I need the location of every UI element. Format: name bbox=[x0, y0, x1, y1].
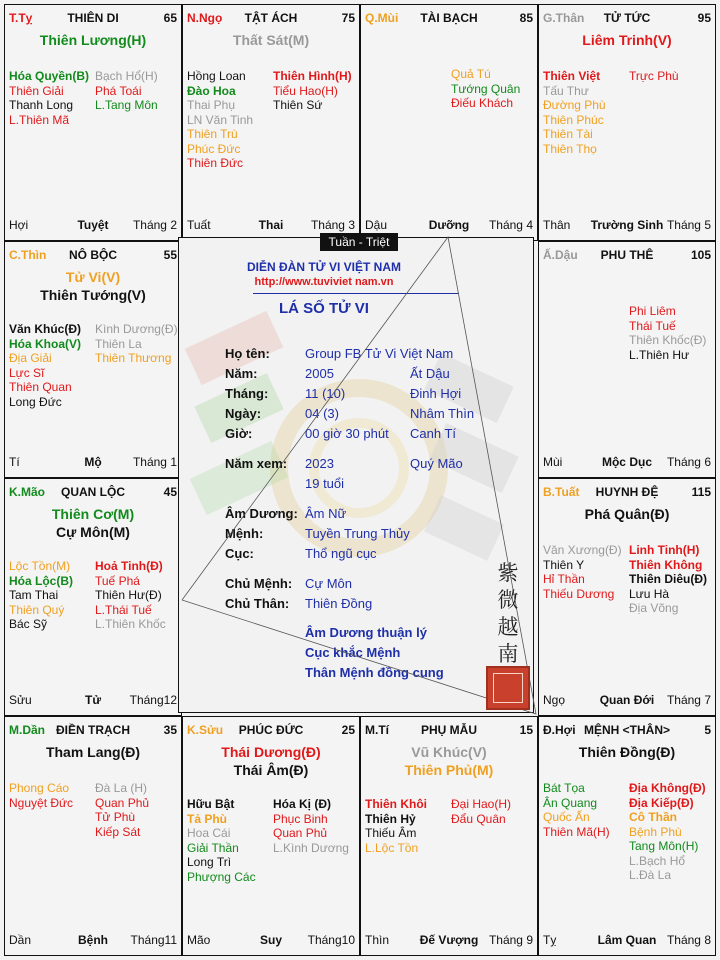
star: Thiên Tài bbox=[543, 127, 593, 141]
right-stars bbox=[629, 543, 707, 616]
palace-name: PHU THÊ bbox=[600, 248, 654, 262]
star: L.Đà La bbox=[629, 868, 672, 882]
star: Linh Tinh(H) bbox=[629, 543, 700, 557]
star: L.Thiên Khốc bbox=[95, 617, 166, 631]
info-k: Mệnh: bbox=[225, 526, 264, 541]
palace-header bbox=[9, 11, 177, 27]
palace-header bbox=[9, 723, 177, 739]
luu-nguyet: Tháng 1 bbox=[132, 455, 177, 469]
info-row bbox=[225, 476, 515, 494]
palace-footer bbox=[9, 455, 177, 471]
star: Thiên Khôi bbox=[365, 797, 427, 811]
palace-footer bbox=[365, 218, 533, 234]
star: Phượng Các bbox=[187, 869, 256, 884]
can-chi: K.Sửu bbox=[187, 723, 224, 737]
star: Quả Tú bbox=[451, 67, 491, 81]
info-k: Ngày: bbox=[225, 406, 262, 421]
star: Thiên Trù bbox=[187, 127, 238, 141]
star: L.Thái Tuế bbox=[95, 602, 152, 617]
brand-logo-text: 紫 微 越 南 bbox=[497, 561, 519, 666]
star: Lưu Hà bbox=[629, 586, 670, 601]
left-stars bbox=[543, 781, 610, 839]
major-stars bbox=[5, 743, 181, 761]
major-star: Thiên Cơ(M) bbox=[51, 506, 135, 522]
star: Lộc Tồn(M) bbox=[9, 559, 71, 573]
star: Thanh Long bbox=[9, 98, 74, 112]
left-stars bbox=[187, 797, 256, 884]
info-k: Tháng: bbox=[225, 386, 269, 401]
left-stars bbox=[365, 797, 427, 855]
info-v1: Tuyền Trung Thủy bbox=[305, 526, 410, 541]
star: Tả Phù bbox=[187, 811, 228, 826]
luu-nguyet: Tháng 8 bbox=[666, 933, 711, 947]
palace-header bbox=[543, 248, 711, 264]
right-stars bbox=[95, 69, 158, 113]
star: Điếu Khách bbox=[451, 96, 514, 110]
star: Địa Võng bbox=[629, 601, 679, 615]
left-stars bbox=[543, 69, 606, 156]
info-v1: Group FB Tử Vi Việt Nam bbox=[305, 346, 454, 361]
star: Văn Xương(Đ) bbox=[543, 543, 622, 557]
star: Thiên Sứ bbox=[273, 98, 323, 112]
info-v1: 2005 bbox=[305, 366, 334, 381]
star: Hóa Lộc(B) bbox=[9, 573, 73, 588]
star: Thiên Mã(H) bbox=[543, 824, 610, 839]
can-chi: B.Tuất bbox=[543, 485, 580, 499]
star: Thiên Phúc bbox=[543, 112, 604, 127]
info-k: Chủ Mệnh: bbox=[225, 576, 293, 591]
tieu-han: Mão bbox=[187, 933, 211, 947]
star: Địa Kiếp(Đ) bbox=[629, 795, 694, 810]
luu-nguyet: Tháng 6 bbox=[666, 455, 711, 469]
major-stars bbox=[539, 743, 715, 761]
major-stars bbox=[183, 31, 359, 49]
left-stars bbox=[9, 781, 73, 810]
major-star: Tử Vi(V) bbox=[65, 269, 121, 285]
info-row bbox=[225, 526, 515, 544]
info-k: Năm: bbox=[225, 366, 258, 381]
info-row bbox=[225, 346, 515, 364]
palace-ti[interactable] bbox=[360, 716, 538, 956]
truong-sinh: Lâm Quan bbox=[597, 933, 657, 947]
major-star: Thái Âm(Đ) bbox=[233, 762, 309, 778]
palace-name: MỆNH <THÂN> bbox=[583, 723, 670, 737]
right-stars bbox=[273, 69, 352, 113]
major-star: Liêm Trinh(V) bbox=[582, 32, 672, 48]
can-chi: Ấ.Dậu bbox=[543, 248, 578, 262]
major-star: Thái Dương(Đ) bbox=[221, 744, 321, 760]
palace-name: TỬ TỨC bbox=[603, 11, 651, 25]
palace-name: THIÊN DI bbox=[67, 11, 119, 25]
star: Thiên Quan bbox=[9, 380, 72, 394]
info-v2: Nhâm Thìn bbox=[410, 406, 475, 421]
major-stars bbox=[5, 268, 181, 304]
palace-ty[interactable] bbox=[4, 4, 182, 241]
star: L.Lộc Tồn bbox=[365, 840, 419, 855]
star: Quan Phủ bbox=[273, 826, 328, 840]
star: Đại Hao(H) bbox=[451, 797, 512, 811]
star: Bạch Hổ(H) bbox=[95, 69, 158, 83]
star: Thiên Y bbox=[543, 557, 585, 572]
info-v1: 04 (3) bbox=[305, 406, 339, 421]
major-stars bbox=[539, 31, 715, 49]
note-cuc: Cục khắc Mệnh bbox=[305, 645, 401, 660]
info-v2: Canh Tí bbox=[410, 426, 457, 441]
luu-nguyet: Tháng 9 bbox=[488, 933, 533, 947]
info-row bbox=[225, 456, 515, 474]
truong-sinh: Thai bbox=[258, 218, 284, 232]
forum-name: DIỄN ĐÀN TỬ VI VIỆT NAM bbox=[247, 260, 401, 274]
center-info-panel bbox=[178, 237, 534, 713]
star: L.Kình Dương bbox=[273, 840, 349, 855]
star: Thai Phụ bbox=[187, 98, 236, 112]
dai-van-age: 45 bbox=[163, 485, 177, 499]
info-k: Năm xem: bbox=[225, 456, 288, 471]
star: Thiên Hình(H) bbox=[273, 69, 352, 83]
tieu-han: Tí bbox=[9, 455, 20, 469]
dai-van-age: 15 bbox=[519, 723, 533, 737]
can-chi: C.Thìn bbox=[9, 248, 47, 262]
palace-header bbox=[365, 723, 533, 739]
truong-sinh: Trường Sinh bbox=[590, 218, 664, 232]
tuan-triet-badge: Tuần - Triệt bbox=[320, 233, 398, 251]
palace-header bbox=[9, 485, 177, 501]
info-v1: Thiên Đồng bbox=[305, 596, 373, 611]
palace-tuat[interactable] bbox=[538, 478, 716, 716]
star: Thiên La bbox=[95, 336, 142, 351]
palace-name: PHỤ MẪU bbox=[421, 723, 477, 737]
right-stars bbox=[95, 781, 149, 839]
star: Hoa Cái bbox=[187, 826, 231, 840]
palace-name: TÀI BẠCH bbox=[420, 11, 478, 25]
info-v1: 2023 bbox=[305, 456, 334, 471]
right-stars bbox=[95, 322, 178, 366]
palace-footer bbox=[543, 218, 711, 234]
luu-nguyet: Tháng 2 bbox=[132, 218, 177, 232]
truong-sinh: Quan Đới bbox=[599, 693, 655, 707]
palace-header bbox=[187, 11, 355, 27]
major-star: Thất Sát(M) bbox=[232, 32, 310, 48]
star: Đà La (H) bbox=[95, 781, 148, 795]
star: L.Tang Môn bbox=[95, 98, 158, 112]
info-v2: Ất Dậu bbox=[410, 366, 450, 381]
star: Hóa Kị (Đ) bbox=[273, 797, 331, 811]
star: Phi Liêm bbox=[629, 304, 676, 318]
star: Văn Khúc(Đ) bbox=[9, 322, 81, 336]
star: L.Bạch Hổ bbox=[629, 853, 686, 868]
info-row bbox=[225, 426, 515, 444]
star: Tướng Quân bbox=[451, 81, 521, 96]
info-v1: Âm Nữ bbox=[305, 506, 347, 521]
star: Hóa Khoa(V) bbox=[9, 336, 81, 351]
info-k: Âm Dương: bbox=[225, 506, 298, 521]
palace-header bbox=[365, 11, 533, 27]
dai-van-age: 115 bbox=[691, 485, 711, 499]
star: Thiếu Dương bbox=[543, 586, 615, 601]
major-stars bbox=[183, 743, 359, 779]
palace-name: QUAN LỘC bbox=[61, 485, 125, 499]
major-star: Vũ Khúc(V) bbox=[411, 744, 487, 760]
star: Quan Phủ bbox=[95, 795, 150, 810]
palace-header bbox=[543, 485, 711, 501]
truong-sinh: Tuyệt bbox=[77, 218, 109, 232]
can-chi: Q.Mùi bbox=[365, 11, 399, 25]
tieu-han: Dần bbox=[9, 933, 32, 947]
luu-nguyet: Tháng 7 bbox=[666, 693, 711, 707]
star: Long Đức bbox=[9, 394, 62, 409]
info-row bbox=[225, 546, 515, 564]
info-row bbox=[225, 506, 515, 524]
right-stars bbox=[629, 304, 706, 362]
palace-footer bbox=[365, 933, 533, 949]
star: L.Thiên Mã bbox=[9, 112, 70, 127]
truong-sinh: Mộ bbox=[84, 455, 102, 469]
star: Thiên Đức bbox=[187, 156, 244, 170]
star: Tấu Thư bbox=[543, 83, 589, 98]
right-stars bbox=[451, 797, 511, 826]
truong-sinh: Mộc Dục bbox=[601, 455, 652, 469]
star: Cô Thần bbox=[629, 810, 677, 824]
star: Tuế Phá bbox=[95, 573, 140, 588]
star: Nguyệt Đức bbox=[9, 795, 74, 810]
palace-footer bbox=[9, 693, 177, 709]
luu-nguyet: Tháng 3 bbox=[310, 218, 355, 232]
palace-header bbox=[543, 723, 711, 739]
dai-van-age: 85 bbox=[519, 11, 533, 25]
palace-ngo[interactable] bbox=[182, 4, 360, 241]
tieu-han: Thân bbox=[543, 218, 571, 232]
palace-header bbox=[187, 723, 355, 739]
luu-nguyet: Tháng11 bbox=[130, 933, 177, 947]
tieu-han: Mùi bbox=[543, 455, 563, 469]
palace-footer bbox=[187, 218, 355, 234]
tieu-han: Tuất bbox=[187, 218, 211, 232]
info-row bbox=[225, 366, 515, 384]
luu-nguyet: Tháng 5 bbox=[666, 218, 711, 232]
major-star: Thiên Lương(H) bbox=[39, 32, 147, 48]
star: Bệnh Phù bbox=[629, 824, 682, 839]
star: Hữu Bật bbox=[187, 797, 235, 811]
star: Thiên Hỷ bbox=[365, 811, 416, 826]
tieu-han: Dậu bbox=[365, 218, 388, 232]
can-chi: M.Tí bbox=[365, 723, 389, 737]
palace-name: TẬT ÁCH bbox=[244, 11, 298, 25]
red-seal-stamp bbox=[486, 666, 530, 710]
star: Bác Sỹ bbox=[9, 617, 48, 631]
dai-van-age: 55 bbox=[163, 248, 177, 262]
major-stars bbox=[539, 505, 715, 523]
luu-nguyet: Tháng 4 bbox=[488, 218, 533, 232]
star: Thiên Quý bbox=[9, 602, 65, 617]
right-stars bbox=[451, 67, 520, 111]
star: Hỉ Thần bbox=[543, 572, 585, 586]
info-v2: Quý Mão bbox=[410, 456, 463, 471]
star: Thái Tuế bbox=[629, 318, 676, 333]
can-chi: Đ.Hợi bbox=[543, 723, 576, 737]
palace-dan[interactable] bbox=[4, 716, 182, 956]
star: Kiếp Sát bbox=[95, 824, 141, 839]
tieu-han: Ngọ bbox=[543, 693, 566, 707]
palace-mao[interactable] bbox=[4, 478, 182, 716]
major-star: Thiên Đồng(Đ) bbox=[578, 744, 676, 760]
dai-van-age: 5 bbox=[704, 723, 711, 737]
right-stars bbox=[95, 559, 166, 632]
note-than-menh: Thân Mệnh đồng cung bbox=[305, 665, 444, 680]
major-star: Thiên Tướng(V) bbox=[40, 287, 146, 303]
note-am-duong: Âm Dương thuận lý bbox=[305, 625, 427, 640]
info-v1: 11 (10) bbox=[305, 386, 346, 401]
palace-name: NÔ BỘC bbox=[69, 248, 117, 262]
info-k: Họ tên: bbox=[225, 346, 270, 361]
divider bbox=[253, 293, 459, 294]
info-k: Giờ: bbox=[225, 426, 253, 441]
palace-footer bbox=[187, 933, 355, 949]
info-row bbox=[225, 596, 515, 614]
palace-footer bbox=[543, 455, 711, 471]
palace-suu[interactable] bbox=[182, 716, 360, 956]
info-v1: 00 giờ 30 phút bbox=[305, 426, 389, 441]
star: Phá Toái bbox=[95, 83, 142, 98]
forum-url[interactable]: http://www.tuviviet nam.vn bbox=[254, 276, 394, 288]
left-stars bbox=[9, 559, 73, 632]
star: Thiên Thọ bbox=[543, 141, 597, 156]
truong-sinh: Đế Vượng bbox=[419, 933, 479, 947]
star: L.Thiên Hư bbox=[629, 347, 690, 362]
star: Phúc Đức bbox=[187, 141, 241, 156]
dai-van-age: 25 bbox=[341, 723, 355, 737]
major-stars bbox=[5, 31, 181, 49]
left-stars bbox=[9, 322, 81, 409]
truong-sinh: Bệnh bbox=[78, 933, 108, 947]
tieu-han: Sửu bbox=[9, 693, 32, 707]
info-row bbox=[225, 386, 515, 404]
palace-footer bbox=[543, 933, 711, 949]
can-chi: T.Tỵ bbox=[9, 11, 33, 25]
can-chi: N.Ngọ bbox=[187, 11, 223, 25]
star: Đẩu Quân bbox=[451, 811, 506, 826]
star: Quốc Ấn bbox=[543, 810, 590, 824]
star: Hóa Quyền(B) bbox=[9, 69, 90, 83]
info-k: Chủ Thân: bbox=[225, 596, 290, 611]
star: Thiên Hư(Đ) bbox=[95, 588, 162, 602]
right-stars bbox=[629, 69, 679, 84]
dai-van-age: 95 bbox=[697, 11, 711, 25]
truong-sinh: Dưỡng bbox=[428, 218, 470, 232]
palace-mui[interactable] bbox=[360, 4, 538, 241]
luu-nguyet: Tháng12 bbox=[129, 693, 177, 707]
star: Thiên Khốc(Đ) bbox=[629, 333, 707, 347]
info-v1: Cự Môn bbox=[305, 576, 352, 591]
star: Đào Hoa bbox=[187, 83, 236, 98]
chart-title: LÁ SỐ TỬ VI bbox=[279, 300, 369, 317]
truong-sinh: Tử bbox=[84, 693, 102, 707]
star: Thiên Việt bbox=[543, 69, 601, 83]
palace-header bbox=[9, 248, 177, 264]
truong-sinh: Suy bbox=[259, 933, 282, 947]
palace-header bbox=[543, 11, 711, 27]
star: Trực Phù bbox=[629, 69, 679, 83]
star: Phong Cáo bbox=[9, 781, 70, 795]
palace-footer bbox=[543, 693, 711, 709]
info-row bbox=[225, 406, 515, 424]
left-stars bbox=[9, 69, 89, 127]
major-star: Tham Lang(Đ) bbox=[45, 744, 141, 760]
star: Bát Tọa bbox=[543, 781, 585, 795]
palace-dau[interactable] bbox=[538, 241, 716, 478]
palace-name: ĐIỀN TRẠCH bbox=[56, 723, 130, 737]
star: Ân Quang bbox=[543, 795, 598, 810]
major-stars bbox=[5, 505, 181, 541]
star: Phục Binh bbox=[273, 811, 328, 826]
star: Thiên Thương bbox=[95, 351, 172, 365]
star: Giải Thần bbox=[187, 840, 239, 855]
star: Thiên Không bbox=[629, 557, 703, 572]
star: Long Trì bbox=[187, 855, 232, 869]
star: Tiểu Hao(H) bbox=[273, 83, 338, 98]
palace-hoi[interactable] bbox=[538, 716, 716, 956]
star: Địa Giải bbox=[9, 351, 52, 365]
star: Kình Dương(Đ) bbox=[95, 322, 178, 336]
info-v1: Thổ ngũ cục bbox=[305, 546, 377, 561]
star: Tử Phù bbox=[95, 810, 136, 824]
dai-van-age: 35 bbox=[163, 723, 177, 737]
tieu-han: Thìn bbox=[365, 933, 390, 947]
star: LN Văn Tinh bbox=[187, 112, 254, 127]
palace-name: HUYNH ĐỆ bbox=[595, 485, 659, 499]
major-star: Thiên Phủ(M) bbox=[404, 762, 494, 778]
tieu-han: Tỵ bbox=[543, 933, 557, 947]
palace-than[interactable] bbox=[538, 4, 716, 241]
tieu-han: Hợi bbox=[9, 218, 29, 232]
dai-van-age: 105 bbox=[690, 248, 711, 262]
can-chi: G.Thân bbox=[543, 11, 585, 25]
info-v2: Đinh Hợi bbox=[410, 386, 462, 401]
right-stars bbox=[273, 797, 349, 855]
info-k: Cục: bbox=[225, 546, 254, 561]
star: Lực Sĩ bbox=[9, 365, 45, 380]
left-stars bbox=[187, 69, 253, 171]
major-star: Phá Quân(Đ) bbox=[584, 506, 670, 522]
star: Hồng Loan bbox=[187, 69, 246, 83]
major-stars bbox=[361, 743, 537, 779]
star: Tang Môn(H) bbox=[629, 839, 699, 853]
major-star: Cự Môn(M) bbox=[56, 524, 130, 540]
palace-name: PHÚC ĐỨC bbox=[238, 723, 304, 737]
dai-van-age: 75 bbox=[341, 11, 355, 25]
star: Thiên Diêu(Đ) bbox=[629, 572, 707, 586]
star: Đường Phù bbox=[543, 98, 606, 112]
star: Thiên Giải bbox=[9, 83, 64, 98]
left-stars bbox=[543, 543, 622, 601]
dai-van-age: 65 bbox=[163, 11, 177, 25]
palace-footer bbox=[9, 933, 177, 949]
can-chi: K.Mão bbox=[9, 485, 45, 499]
star: Thiếu Âm bbox=[365, 826, 417, 840]
info-v1: 19 tuổi bbox=[305, 476, 345, 491]
star: Tam Thai bbox=[9, 588, 59, 602]
star: Địa Không(Đ) bbox=[629, 781, 706, 795]
info-row bbox=[225, 576, 515, 594]
right-stars bbox=[629, 781, 706, 883]
luu-nguyet: Tháng10 bbox=[307, 933, 355, 947]
palace-footer bbox=[9, 218, 177, 234]
star: Hoả Tinh(Đ) bbox=[95, 559, 163, 573]
palace-thin[interactable] bbox=[4, 241, 182, 478]
can-chi: M.Dần bbox=[9, 723, 45, 737]
